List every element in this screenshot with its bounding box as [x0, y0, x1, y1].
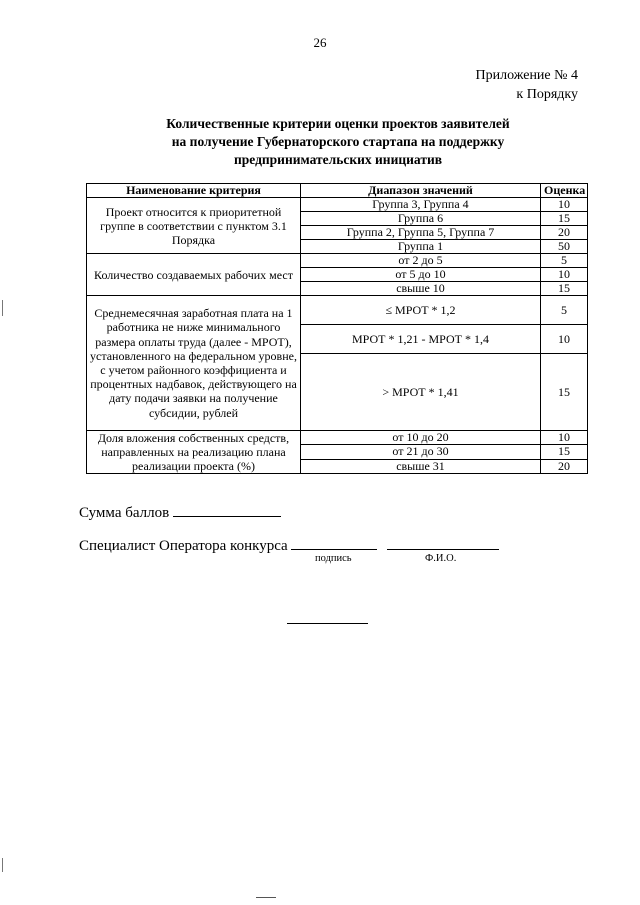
- range-cell: от 5 до 10: [301, 268, 541, 282]
- table-row: [87, 254, 588, 268]
- criteria-table: [86, 183, 588, 474]
- range-cell: от 21 до 30: [301, 445, 541, 459]
- fio-blank: [387, 535, 499, 550]
- range-cell: свыше 31: [301, 459, 541, 473]
- signature-caption: подпись: [315, 553, 352, 564]
- range-cell: Группа 1: [301, 240, 541, 254]
- score-sum-label: Сумма баллов: [79, 505, 170, 521]
- score-cell: 5: [541, 254, 588, 268]
- appendix-reference: [476, 66, 579, 104]
- criterion-average-salary: Среднемесячная заработная плата на 1 работника не ниже минимального размера оплаты труда (далее - МРОТ), установленного на федеральном уровне, с учетом районного коэффициента и процентных надбавок, действующего на дату подачи заявки на получение субсидии, рублей: [87, 296, 301, 431]
- range-cell: Группа 6: [301, 212, 541, 226]
- margin-scan-mark: [2, 300, 3, 316]
- header-score: Оценка: [541, 184, 588, 198]
- document-title: [88, 115, 588, 169]
- criterion-workplaces: Количество создаваемых рабочих мест: [87, 254, 301, 296]
- criterion-priority-group: Проект относится к приоритетной группе в соответствии с пунктом 3.1 Порядка: [87, 198, 301, 254]
- range-cell: МРОТ * 1,21 - МРОТ * 1,4: [301, 325, 541, 354]
- score-cell: 15: [541, 445, 588, 459]
- score-cell: 10: [541, 431, 588, 445]
- score-sum-line: [79, 502, 281, 522]
- range-cell: Группа 3, Группа 4: [301, 198, 541, 212]
- specialist-label: Специалист Оператора конкурса: [79, 538, 288, 554]
- table-row: [87, 198, 588, 212]
- criterion-own-funds-share: Доля вложения собственных средств, направленных на реализацию плана реализации проекта (%): [87, 431, 301, 474]
- page-number: 26: [313, 35, 327, 50]
- score-cell: 10: [541, 268, 588, 282]
- footer-rule: [287, 623, 368, 624]
- score-sum-blank: [173, 502, 281, 517]
- header-range: Диапазон значений: [301, 184, 541, 198]
- appendix-number: Приложение № 4: [475, 68, 578, 83]
- score-cell: 50: [541, 240, 588, 254]
- appendix-to-order: к Порядку: [516, 87, 578, 102]
- score-cell: 15: [541, 212, 588, 226]
- range-cell: от 10 до 20: [301, 431, 541, 445]
- score-cell: 20: [541, 459, 588, 473]
- score-cell: 15: [541, 354, 588, 431]
- header-criterion: Наименование критерия: [87, 184, 301, 198]
- fio-caption: Ф.И.О.: [425, 553, 457, 564]
- specialist-signature-line: [79, 535, 499, 555]
- range-cell: Группа 2, Группа 5, Группа 7: [301, 226, 541, 240]
- range-cell: свыше 10: [301, 282, 541, 296]
- table-header-row: [87, 184, 588, 198]
- title-line-2: на получение Губернаторского стартапа на поддержку: [171, 134, 505, 149]
- bottom-scan-mark: [256, 897, 276, 898]
- table-row: [87, 296, 588, 325]
- score-cell: 15: [541, 282, 588, 296]
- score-cell: 10: [541, 198, 588, 212]
- signature-blank: [291, 535, 377, 550]
- table-row: [87, 431, 588, 445]
- title-line-3: предпринимательских инициатив: [233, 152, 443, 167]
- range-cell: > МРОТ * 1,41: [301, 354, 541, 431]
- score-cell: 10: [541, 325, 588, 354]
- title-line-1: Количественные критерии оценки проектов заявителей: [166, 116, 510, 131]
- score-cell: 5: [541, 296, 588, 325]
- range-cell: ≤ МРОТ * 1,2: [301, 296, 541, 325]
- margin-scan-mark: [2, 858, 3, 872]
- score-cell: 20: [541, 226, 588, 240]
- range-cell: от 2 до 5: [301, 254, 541, 268]
